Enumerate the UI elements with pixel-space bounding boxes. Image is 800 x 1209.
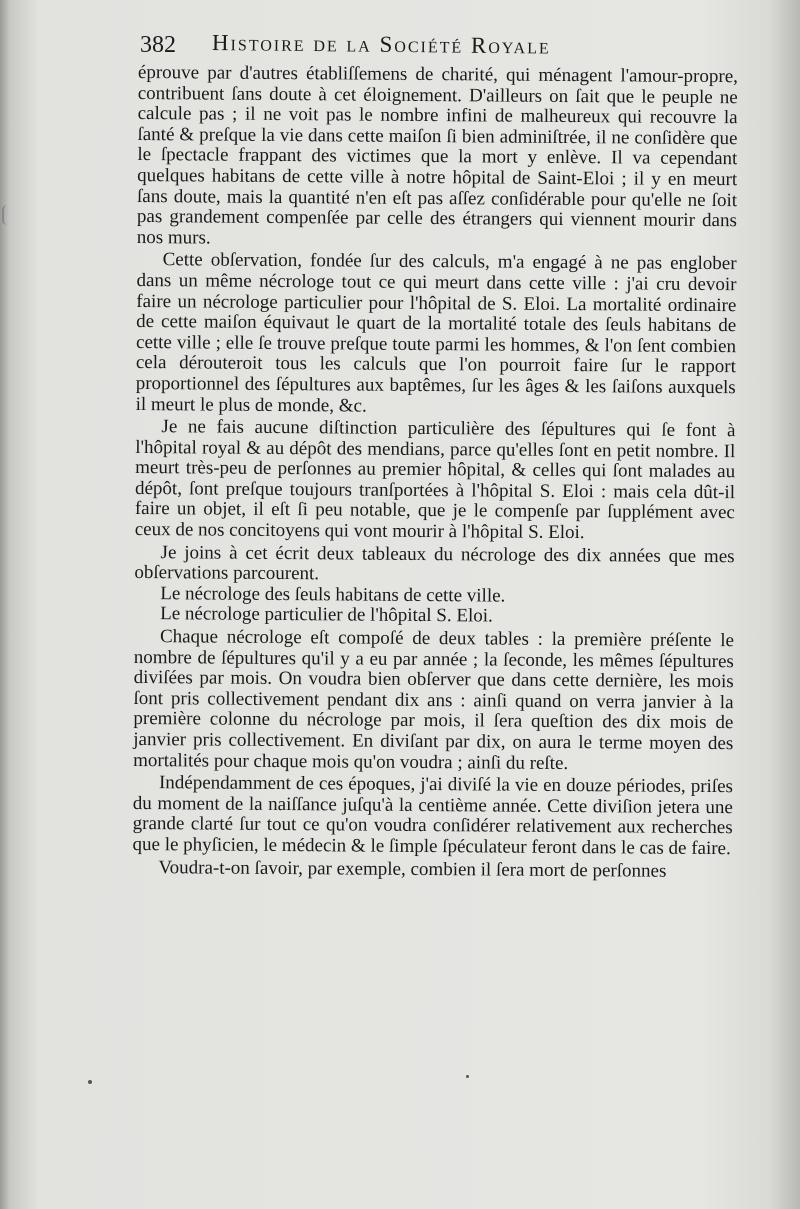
paragraph: Voudra-t-on ſavoir, par exemple, combien il ſera mort de perſonnes — [158, 856, 667, 882]
paragraph: Je ne fais aucune diſtinction particulière des ſépultures qui ſe font à l'hôpital royal & au dépôt des mendians, parce qu'elles ſont en petit nombre. Il meurt très-peu de perſonnes au premier hôpital, & celles qui ſont malades au dépôt, ſont preſque toujours tranſportées à l'hôpital S. Eloi : mais cela dût-il faire un objet, il eſt ſi peu notable, que je le compenſe par ſupplément avec ceux de nos concitoyens qui vont mourir à l'hôpital S. Eloi. — [134, 416, 736, 544]
paper-speck — [466, 1075, 469, 1078]
running-title: Histoire de la Société Royale — [211, 30, 551, 59]
body-text — [132, 63, 738, 882]
paper-speck — [88, 1080, 92, 1084]
paragraph: Le nécrologe des ſeuls habitans de cette ville. — [160, 583, 506, 607]
page-number: 382 — [140, 32, 176, 58]
page-header — [140, 28, 680, 64]
paragraph: Je joins à cet écrit deux tableaux du nécrologe des dix années que mes obſervations parcourent. — [134, 541, 735, 585]
paragraph: éprouve par d'autres établiſſemens de charité, qui ménagent l'amour-propre, contribuent ſans doute à cet éloignement. D'ailleurs on ſait que le peuple ne calcule pas ; il ne voit pas le nombre infini de malheureux qui recouvre la ſanté & preſque la vie dans cette maiſon ſi bien adminiſtrée, il ne conſidère que le ſpectacle frappant des victimes que la mort y enlève. Il va cependant quelques habitans de cette ville à notre hôpital de Saint-Eloi ; il y en meurt ſans doute, mais la quantité n'en eſt pas aſſez conſidérable pour qu'elle ne ſoit pas grandement compenſée par celle des étrangers qui viennent mourir dans nos murs. — [136, 62, 738, 249]
page-edge-mark — [2, 205, 12, 225]
paragraph: Chaque nécrologe eſt compoſé de deux tables : la première préſente le nombre de ſépultures qu'il y a eu par année ; la ſeconde, les mêmes ſépultures diviſées par mois. On voudra bien obſerver que dans cette dernière, les mois ſont pris collectivement pendant dix ans : ainſi quand on verra janvier à la première colonne du nécrologe par mois, il ſera queſtion des dix mois de janvier pris collectivement. En diviſant par dix, on aura le terme moyen des mortalités pour chaque mois qu'on voudra ; ainſi du reſte. — [133, 626, 735, 774]
paragraph: Cette obſervation, fondée ſur des calculs, m'a engagé à ne pas englober dans un même nécrologe tout ce qui meurt dans cette ville : j'ai cru devoir faire un nécrologe particulier pour l'hôpital de S. Eloi. La mortalité ordinaire de cette maiſon équivaut le quart de la mortalité totale des ſeuls habitans de cette ville ; elle ſe trouve preſque toute parmi les hommes, & l'on ſent combien cela dérouteroit tous les calculs que l'on pourroit faire ſur le rapport proportionnel des ſépultures aux baptêmes, ſur les âges & les ſaiſons auxquels il meurt le plus de monde, &c. — [135, 249, 737, 417]
paragraph: Indépendamment de ces époques, j'ai diviſé la vie en douze périodes, priſes du moment de la naiſſance juſqu'à la centième année. Cette diviſion jetera une grande clarté ſur tout ce qu'on voudra conſidérer relativement aux recherches que le phyſicien, le médecin & le ſimple ſpéculateur feront dans le cas de faire. — [132, 772, 734, 860]
paragraph: Le nécrologe particulier de l'hôpital S. Eloi. — [160, 603, 493, 627]
